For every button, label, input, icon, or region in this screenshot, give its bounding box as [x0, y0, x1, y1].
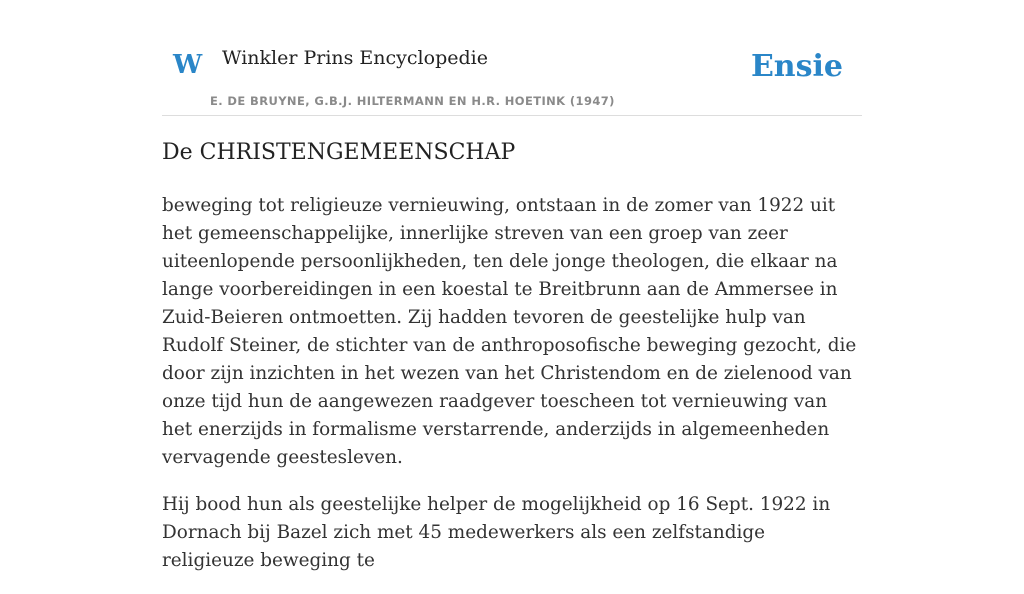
- publication-title[interactable]: Winkler Prins Encyclopedie: [222, 47, 488, 69]
- article-body: [162, 192, 862, 594]
- publication-authors: E. DE BRUYNE, G.B.J. HILTERMANN EN H.R. HOETINK (1947): [210, 94, 615, 108]
- ensie-brand-logo[interactable]: Ensie: [750, 49, 843, 84]
- article-title: De CHRISTENGEMEENSCHAP: [162, 140, 516, 165]
- article-paragraph-2: Hij bood hun als geestelijke helper de mogelijkheid op 16 Sept. 1922 in Dornach bij Bazel zich met 45 medewerkers als een zelfstandige religieuze beweging te: [162, 494, 831, 571]
- encyclopedia-header: [162, 40, 862, 116]
- article-paragraph-1: beweging tot religieuze vernieuwing, ontstaan in de zomer van 1922 uit het gemeenschappelijke, innerlijke streven van een groep van zeer uiteenlopende persoonlijkheden, ten dele jonge theologen, die elkaar na lange voorbereidingen in een koestal te Breitbrunn aan de Ammersee in Zuid-Beieren ontmoetten. Zij hadden tevoren de geestelijke hulp van Rudolf Steiner, de stichter van de anthroposofische beweging gezocht, die door zijn inzichten in het wezen van het Christendom en de zielenood van onze tijd hun de aangewezen raadgever toescheen tot vernieuwing van het enerzijds in formalisme verstarrende, anderzijds in algemeenheden vervagende geestesleven.: [162, 195, 857, 468]
- winkler-prins-logo-icon[interactable]: W: [173, 50, 203, 80]
